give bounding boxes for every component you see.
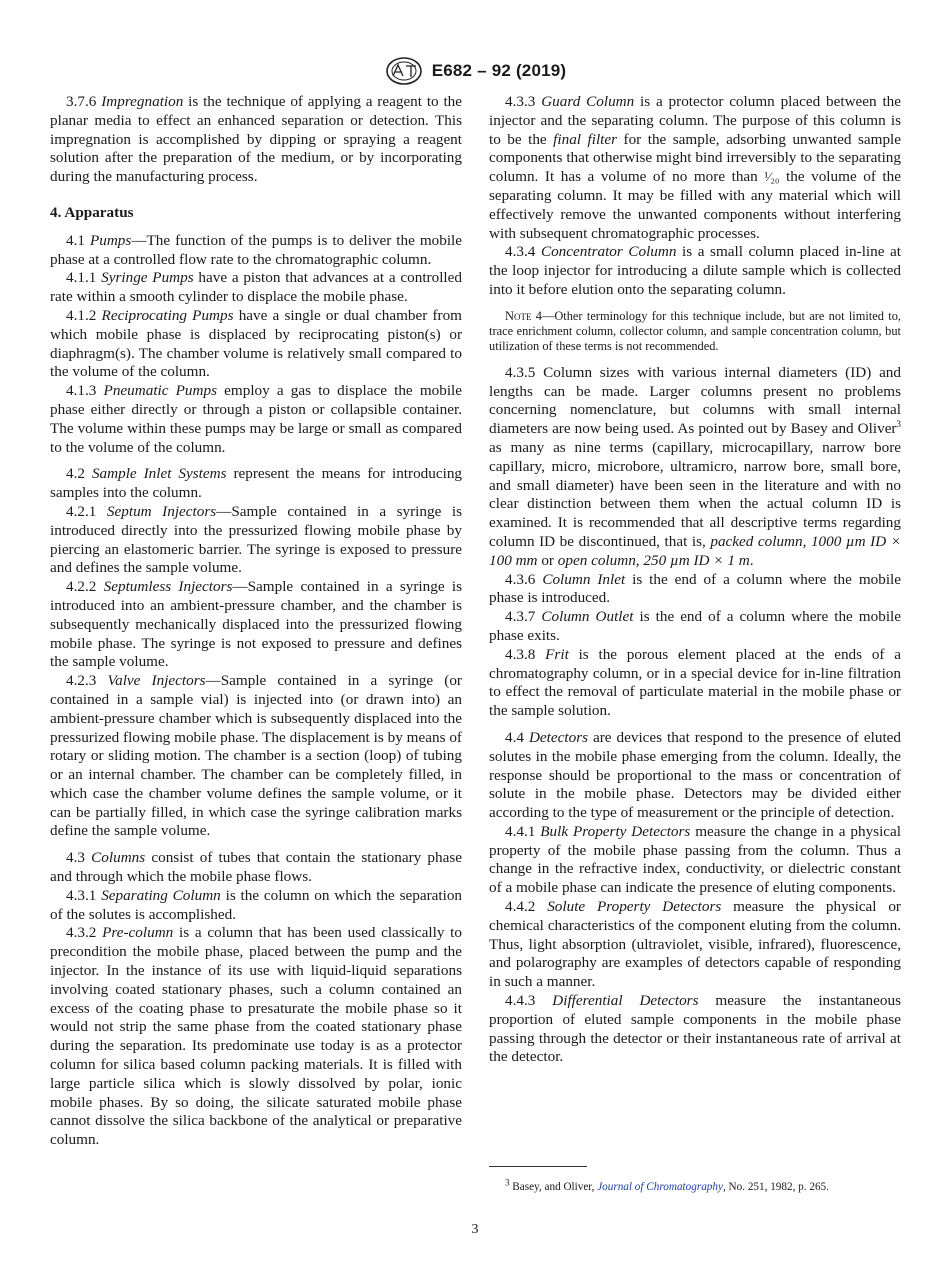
- paragraph-4-3-5: 4.3.5 Column sizes with various internal diameters (ID) and lengths can be made. Larger columns present no problems concerning nomenclature, but columns with small internal diameters are now being used. As pointed out by Basey and Oliver$^3$ as many as nine terms (capillary, microcapillary, narrow bore capillary, micro, microbore, ultramicro, narrow bore, small bore, and small diameter) have been seen in the literature and with no clear distinction between them when the actual column ID is examined. It is recommended that all descriptive terms regarding column ID be discontinued, that is, packed column, 1000 µm ID × 100 mm or open column, 250 µm ID × 1 m.: [489, 363, 901, 569]
- paragraph-4-2-2: 4.2.2 Septumless Injectors—Sample contained in a syringe is introduced into an ambient-pressure chamber, and the chamber is subsequently mechanically displaced into the pressurized flowing mobile phase. The syringe is not exposed to pressure and defines the sample volume.: [50, 578, 462, 671]
- paragraph-4-4-1: 4.4.1 Bulk Property Detectors measure the change in a physical property of the mobile phase passing from the column. Thus a change in the refractive index, conductivity, or dielectric constant of a mobile phase can indicate the presence of eluting components.: [489, 822, 901, 897]
- paragraph-4-1-1: 4.1.1 Syringe Pumps have a piston that advances at a controlled rate within a smooth cylinder to displace the mobile phase.: [50, 269, 462, 306]
- footnote-divider: [489, 1166, 587, 1167]
- paragraph-4-1-3: 4.1.3 Pneumatic Pumps employ a gas to displace the mobile phase either directly or through a piston or collapsible container. The volume within these pumps may be large or small as compared to the volume of the column.: [50, 382, 463, 456]
- paragraph-4-3: 4.3 Columns consist of tubes that contain the stationary phase and through which the mobile phase flows.: [50, 849, 463, 886]
- right-column: [489, 93, 901, 1067]
- section-heading-apparatus: 4. Apparatus: [50, 203, 134, 221]
- paragraph-4-2-3: 4.2.3 Valve Injectors—Sample contained in a syringe (or contained in a sample vial) is injected into (or drawn into) an ambient-pressure chamber which is subsequently displaced into the pressurized flowing mobile phase. The displacement is by means of rotary or sliding motion. The chamber is a section (loop) of tubing or an internal chamber. The chamber can be completely filled, in which case the chamber volume defines the sample volume, or it can be partially filled, in which case the syringe calibration marks define the sample volume.: [50, 672, 462, 840]
- footnote-reference[interactable]: 3: [896, 419, 901, 430]
- paragraph-4-1: 4.1 Pumps—The function of the pumps is to deliver the mobile phase at a controlled flow rate to the chromatographic column.: [50, 231, 463, 268]
- page-header: [0, 56, 950, 91]
- paragraph-4-2-1: 4.2.1 Septum Injectors—Sample contained in a syringe is introduced directly into the pressurized flowing mobile phase by piercing an elastomeric barrier. The syringe is exposed to pressure and defines the sample volume.: [50, 502, 462, 577]
- document-designation: E682 – 92 (2019): [431, 61, 567, 80]
- paragraph-4-4-3: 4.4.3 Differential Detectors measure the instantaneous proportion of eluted sample components in the mobile phase passing through the detector or their instantaneous rate of arrival at the detector.: [489, 992, 901, 1066]
- paragraph-4-3-4: 4.3.4 Concentrator Column is a small column placed in-line at the loop injector for introducing a dilute sample which is collected into it before elution onto the separating column.: [489, 243, 901, 298]
- page-number: 3: [471, 1222, 479, 1237]
- paragraph-4-3-6: 4.3.6 Column Inlet is the end of a column where the mobile phase is introduced.: [489, 570, 901, 607]
- paragraph-4-4: 4.4 Detectors are devices that respond to the presence of eluted solutes in the mobile phase emerging from the column. Ideally, the response should be proportional to the mass or concentration of solute in the mobile phase. Detectors may be divided either according to the type of measurement or the principle of detection.: [489, 728, 902, 822]
- journal-link[interactable]: Journal of Chromatography: [597, 1181, 723, 1193]
- left-column: [50, 93, 462, 1150]
- paragraph-4-3-7: 4.3.7 Column Outlet is the end of a column where the mobile phase exits.: [489, 608, 901, 644]
- paragraph-4-3-8: 4.3.8 Frit is the porous element placed at the ends of a chromatography column, or in a special device for in-line filtration to effect the removal of particulate material in the mobile phase or the sample solution.: [489, 645, 901, 720]
- note-4: Note 4—Other terminology for this technique include, but are not limited to, trace enrichment column, collector column, and sample concentration column, but utilization of these terms is not recommended.: [489, 308, 901, 353]
- paragraph-4-3-2: 4.3.2 Pre-column is a column that has been used classically to precondition the mobile phase, placed between the pump and the injector. In the instance of its use with liquid-liquid separations involving coated stationary phases, such a column contained an excess of the coating phase to presaturate the mobile phase so it would not strip the same phase from the coated stationary phase during the separation. Its predominate use today is as a protector column for silica based column packing materials. It is filled with large particle silica which is slowly dissolved by polar, ionic mobile phases. By so doing, the silicate saturated mobile phase cannot dissolve the silica backbone of the analytical or preparative column.: [50, 924, 462, 1149]
- paragraph-4-2: 4.2 Sample Inlet Systems represent the means for introducing samples into the column.: [50, 465, 463, 502]
- paragraph-4-4-2: 4.4.2 Solute Property Detectors measure the physical or chemical characteristics of the component eluting from the column. Thus, light absorption (ultraviolet, visible, infrared), fluorescence, and polarography are examples of detectors capable of responding in such a manner.: [489, 898, 901, 991]
- paragraph-3-7-6: 3.7.6 Impregnation is the technique of applying a reagent to the planar media to effect an enhanced separation or detection. This impregnation is accomplished by dipping or spraying a reagent solution after the preparation of the medium, or by incorporating during the manufacturing process.: [50, 93, 463, 186]
- footnote-3: $^3$ Basey, and Oliver, Journal of Chromatography, No. 251, 1982, p. 265.: [505, 1177, 829, 1193]
- astm-logo-icon: [384, 56, 424, 86]
- paragraph-4-1-2: 4.1.2 Reciprocating Pumps have a single or dual chamber from which mobile phase is displaced by reciprocating piston(s) or diaphragm(s). The chamber volume is relatively small compared to the volume of the column.: [50, 306, 462, 381]
- paragraph-4-3-3: 4.3.3 Guard Column is a protector column placed between the injector and the separating column. The purpose of this column is to be the final filter for the sample, adsorbing unwanted sample components that otherwise might bind irreversibly to the separating column. It has a volume of no more than ¹⁄₂₀ the volume of the separating column. It may be filled with any material which will effectively remove the unwanted components without interfering with subsequent chromatographic processes.: [489, 93, 902, 242]
- paragraph-4-3-1: 4.3.1 Separating Column is the column on which the separation of the solutes is accomplished.: [50, 886, 463, 923]
